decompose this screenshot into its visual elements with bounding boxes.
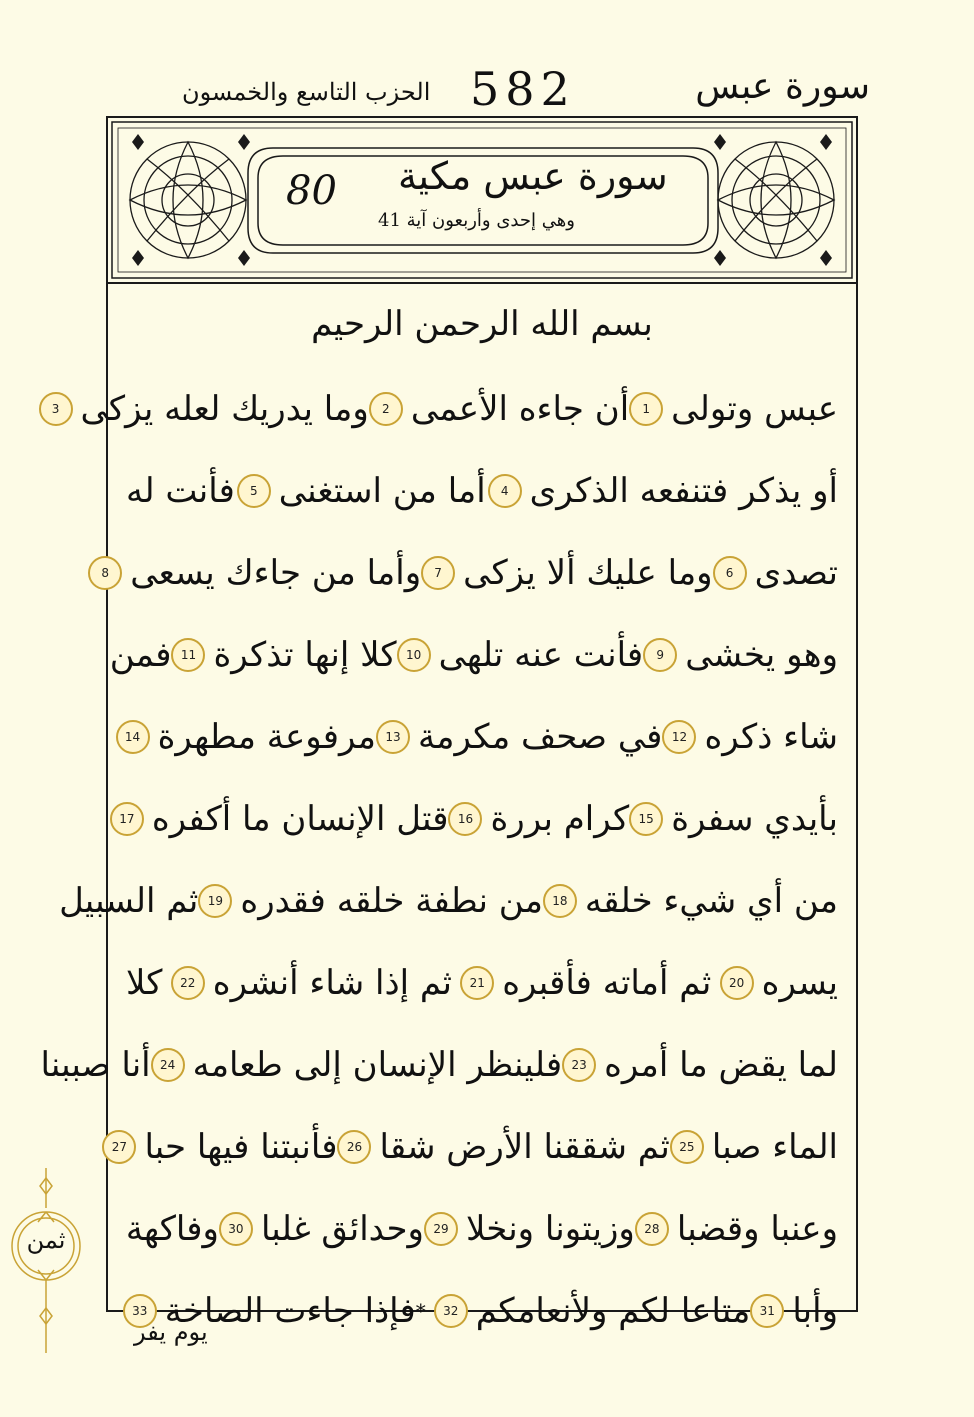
verse-text: فلينظر الإنسان إلى طعامه — [192, 1045, 563, 1085]
ayah-number-marker: 24 — [151, 1048, 185, 1082]
verse-segment — [110, 799, 449, 839]
verse-text: من نطفة خلقه فقدره — [240, 881, 543, 921]
ayah-number-marker: 25 — [670, 1130, 704, 1164]
verse-text: وما عليك ألا يزكى — [463, 553, 713, 593]
verse-text: وعنبا وقضبا — [676, 1209, 838, 1249]
verse-segment — [198, 881, 543, 921]
ayah-number-marker: 9 — [643, 638, 677, 672]
banner-ornament — [108, 118, 856, 282]
verse-text: ثم شققنا الأرض شقا — [379, 1127, 670, 1167]
verse-text: متاعا لكم ولأنعامكم — [475, 1291, 751, 1331]
verse-segment — [397, 635, 644, 675]
ayah-number-marker: 30 — [219, 1212, 253, 1246]
verse-segment — [116, 717, 376, 757]
verse-text: فأنت عنه تلهى — [438, 635, 644, 675]
verse-line — [119, 778, 838, 860]
ayah-number-marker: 1 — [629, 392, 663, 426]
verse-text: فإذا جاءت الصاخة — [164, 1291, 416, 1331]
verse-text: يسره — [761, 963, 838, 1003]
ayah-number-marker: 21 — [460, 966, 494, 1000]
verse-text: من أي شيء خلقه — [584, 881, 838, 921]
verse-text: وحدائق غلبا — [260, 1209, 424, 1249]
verse-text: أما من استغنى — [278, 471, 486, 511]
verse-segment — [126, 471, 235, 511]
verse-text: وفاكهة — [125, 1209, 219, 1249]
verse-segment — [713, 553, 838, 593]
ayah-number-marker: 27 — [102, 1130, 136, 1164]
bismillah: بسم الله الرحمن الرحيم — [311, 304, 653, 344]
verse-segment — [629, 389, 838, 429]
verse-segment — [171, 963, 452, 1003]
verse-segment — [750, 1291, 838, 1331]
verse-segment — [543, 881, 838, 921]
verse-line — [101, 532, 838, 614]
verse-text: كرام بررة — [490, 799, 630, 839]
ayah-number-marker: 29 — [424, 1212, 458, 1246]
page-header — [110, 60, 870, 120]
ayah-number-marker: 31 — [750, 1294, 784, 1328]
thumn-ornament-icon — [6, 1168, 86, 1358]
verse-text: شاء ذكره — [704, 717, 838, 757]
verse-text: فأنبتنا فيها حبا — [144, 1127, 338, 1167]
star-marker: * — [415, 1299, 426, 1323]
verse-segment — [337, 1127, 669, 1167]
verse-text: أو يذكر فتنفعه الذكرى — [529, 471, 838, 511]
verse-text: وأما من جاءك يسعى — [130, 553, 422, 593]
ayah-number-marker: 14 — [116, 720, 150, 754]
verse-text: بأيدي سفرة — [671, 799, 838, 839]
ayah-number-marker: 2 — [369, 392, 403, 426]
verse-segment — [151, 1045, 562, 1085]
ayah-number-marker: 3 — [39, 392, 73, 426]
verse-text: وهو يخشى — [685, 635, 838, 675]
verse-segment — [448, 799, 629, 839]
hizb-label: الحزب التاسع والخمسون — [182, 78, 431, 106]
verse-segment — [237, 471, 486, 511]
verse-text: الماء صبا — [711, 1127, 838, 1167]
verse-segment — [629, 799, 838, 839]
verse-text: فأنت له — [126, 471, 235, 511]
ayah-number-marker: 17 — [110, 802, 144, 836]
ayah-number-marker: 23 — [562, 1048, 596, 1082]
ayah-number-marker: 12 — [662, 720, 696, 754]
verse-line — [126, 696, 838, 778]
verse-text: قتل الإنسان ما أكفره — [151, 799, 449, 839]
verse-line — [40, 1024, 838, 1106]
ayah-number-marker: 33 — [123, 1294, 157, 1328]
verse-line — [126, 450, 838, 532]
verse-segment — [59, 881, 198, 921]
verse-text: لما يقض ما أمره — [604, 1045, 838, 1085]
verse-segment — [720, 963, 838, 1003]
surah-subtitle: وهي إحدى وأربعون آية 41 — [378, 210, 575, 231]
right-rosette-icon — [718, 142, 834, 258]
ayah-number-marker: 26 — [337, 1130, 371, 1164]
verse-line — [126, 1270, 838, 1352]
verse-segment — [488, 471, 838, 511]
ayah-number-marker: 5 — [237, 474, 271, 508]
verse-segment — [369, 389, 629, 429]
verse-segment — [219, 1209, 424, 1249]
ayah-number-marker: 13 — [376, 720, 410, 754]
ayah-number-marker: 15 — [629, 802, 663, 836]
verse-segment — [126, 1209, 219, 1249]
verse-segment — [171, 635, 396, 675]
ayah-number-marker: 22 — [171, 966, 205, 1000]
verse-line — [51, 368, 838, 450]
ayah-number-marker: 32 — [434, 1294, 468, 1328]
ayah-number-marker: 19 — [198, 884, 232, 918]
thumn-label: ثمن — [26, 1226, 66, 1254]
verse-text: وزيتونا ونخلا — [465, 1209, 635, 1249]
ayah-number-marker: 16 — [448, 802, 482, 836]
verse-text: وما يدريك لعله يزكى — [80, 389, 369, 429]
verse-segment — [562, 1045, 838, 1085]
surah-number: 80 — [286, 168, 337, 214]
ayah-number-marker: 8 — [88, 556, 122, 590]
verse-segment — [416, 1291, 751, 1331]
verse-segment — [662, 717, 838, 757]
surah-header-title: سورة عبس — [695, 66, 870, 107]
verse-segment — [39, 389, 369, 429]
verse-segment — [126, 963, 162, 1003]
ayah-number-marker: 6 — [713, 556, 747, 590]
ayah-number-marker: 20 — [720, 966, 754, 1000]
verse-text: أن جاءه الأعمى — [410, 389, 630, 429]
verse-segment — [670, 1127, 838, 1167]
surah-title: سورة عبس مكية — [398, 154, 668, 198]
verse-text: مرفوعة مطهرة — [157, 717, 377, 757]
verse-segment — [643, 635, 838, 675]
left-rosette-icon — [130, 142, 246, 258]
verse-line — [109, 614, 838, 696]
ayah-number-marker: 4 — [488, 474, 522, 508]
surah-banner — [108, 118, 856, 284]
verse-line — [126, 1188, 838, 1270]
verse-text: في صحف مكرمة — [418, 717, 663, 757]
verse-line — [126, 942, 838, 1024]
page-number: 582 — [470, 62, 576, 116]
ayah-number-marker: 7 — [421, 556, 455, 590]
verse-segment — [376, 717, 662, 757]
verse-segment — [110, 635, 172, 675]
verse-text: ثم إذا شاء أنشره — [212, 963, 452, 1003]
verse-text: وأبا — [792, 1291, 838, 1331]
verse-segment — [424, 1209, 635, 1249]
verse-segment — [460, 963, 711, 1003]
verse-text: كلا إنها تذكرة — [213, 635, 397, 675]
ayah-number-marker: 18 — [543, 884, 577, 918]
verse-text: ثم السبيل — [59, 881, 199, 921]
ayah-number-marker: 10 — [397, 638, 431, 672]
footer-catchword: يوم يفر — [134, 1318, 208, 1346]
verse-line — [111, 1106, 838, 1188]
verse-segment — [421, 553, 712, 593]
verse-text: أنا صببنا — [40, 1045, 151, 1085]
verse-segment — [102, 1127, 337, 1167]
ayah-number-marker: 28 — [635, 1212, 669, 1246]
verse-text: ثم أماته فأقبره — [502, 963, 712, 1003]
ayah-number-marker: 11 — [171, 638, 205, 672]
verse-text: تصدى — [754, 553, 838, 593]
verse-segment — [635, 1209, 838, 1249]
verse-segment — [41, 1045, 151, 1085]
verse-text: كلا — [126, 963, 163, 1003]
verse-text: عبس وتولى — [671, 389, 838, 429]
verse-line — [59, 860, 838, 942]
verse-segment — [88, 553, 421, 593]
verse-text: فمن — [109, 635, 172, 675]
